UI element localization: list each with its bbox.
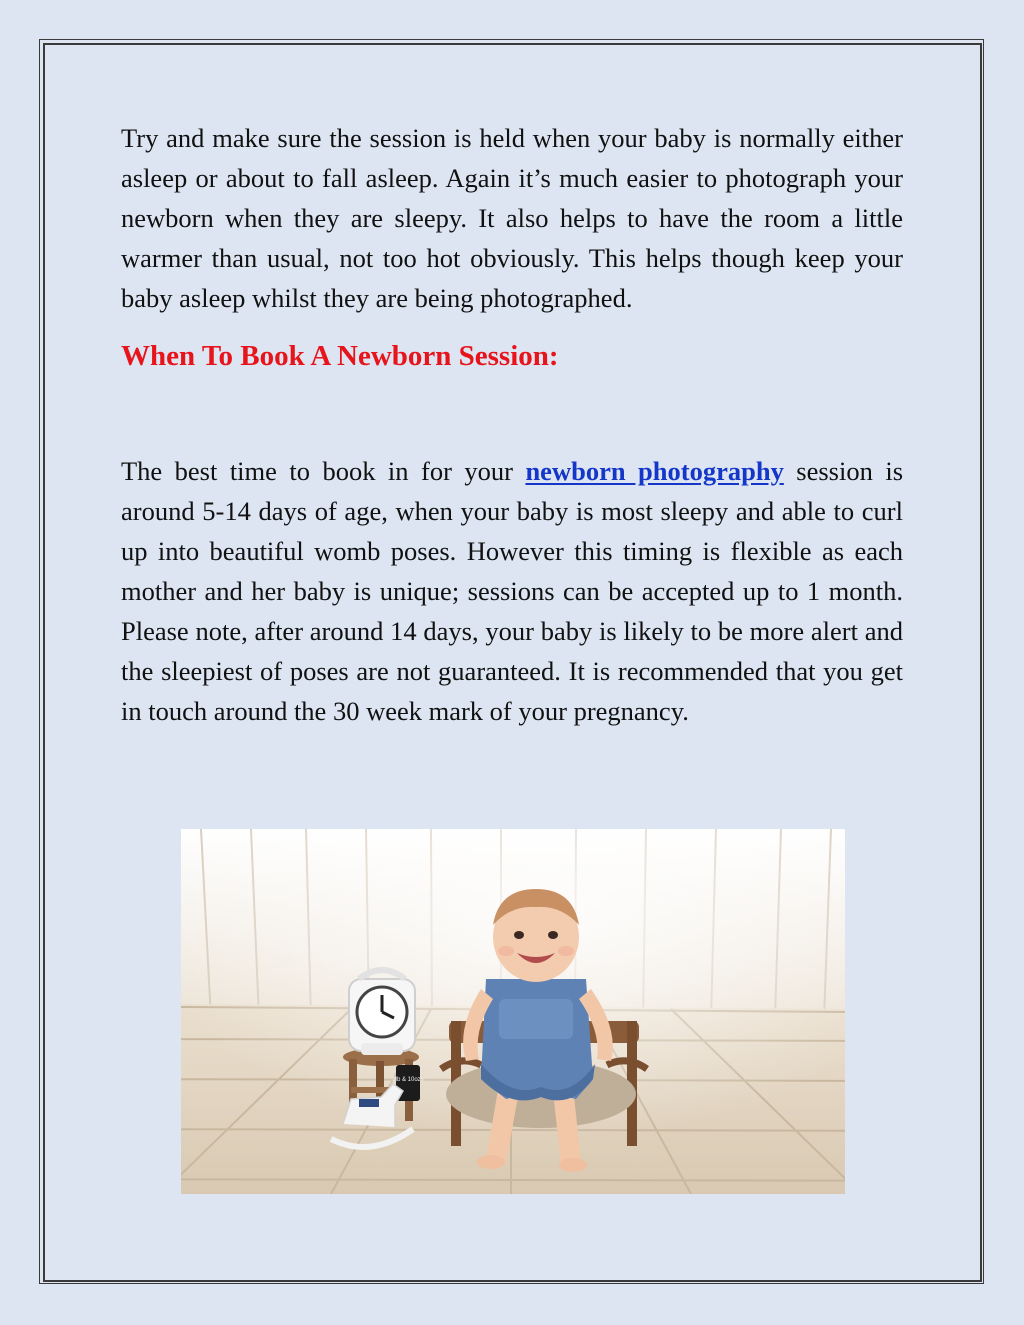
alarm-clock xyxy=(349,970,415,1055)
booking-paragraph-start: The best time to book in for your xyxy=(121,456,526,486)
newborn-photography-link[interactable]: newborn photography xyxy=(525,456,784,486)
booking-paragraph xyxy=(121,451,903,731)
booking-paragraph-rest: session is around 5-14 days of age, when your baby is most sleepy and able to curl up into beautiful womb poses. However this timing is flexible as each mother and her baby is unique; sessions can be accepted up to 1 month. Please note, after around 14 days, your baby is likely to be more alert and the sleepiest of poses are not guaranteed. It is recommended that you get in touch around the 30 week mark of your pregnancy. xyxy=(121,456,904,726)
document-content xyxy=(121,118,903,731)
section-heading: When To Book A Newborn Session: xyxy=(121,340,559,372)
intro-paragraph: Try and make sure the session is held when your baby is normally either asleep or about to fall asleep. Again it’s much easier to photograph your newborn when they are sleepy. It also helps to have the room a little warmer than usual, not too hot obviously. This helps though keep your baby asleep whilst they are being photographed. xyxy=(121,123,903,313)
baby-photo xyxy=(181,829,845,1194)
weight-tag-text: 9lb & 10ozs xyxy=(392,1077,424,1083)
